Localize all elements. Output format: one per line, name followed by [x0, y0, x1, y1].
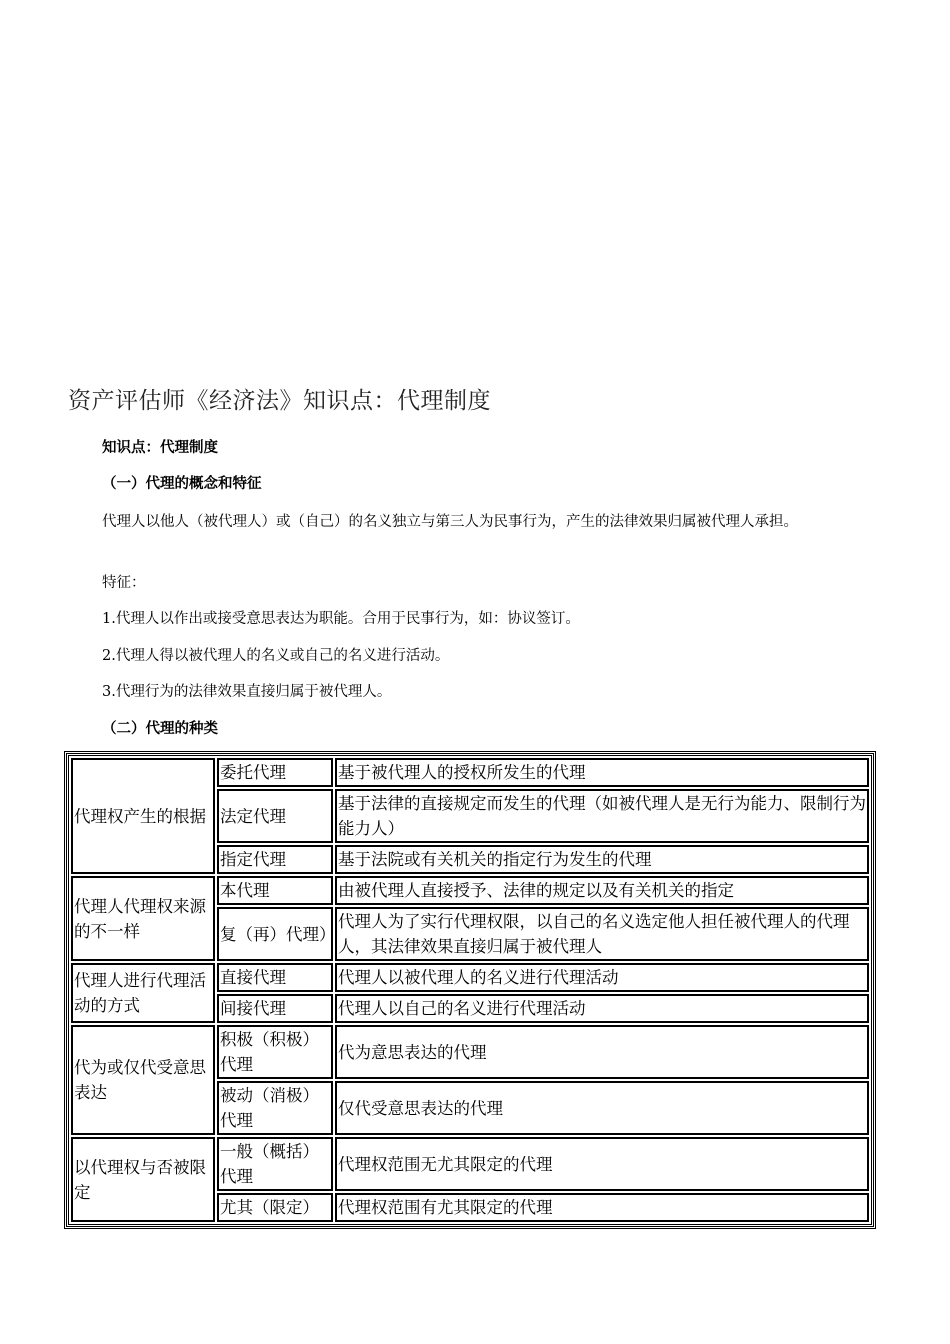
- type-cell: 被动（消极）代理: [217, 1081, 333, 1135]
- description-cell: 代理人为了实行代理权限，以自己的名义选定他人担任被代理人的代理人，其法律效果直接归属于被代理人: [335, 907, 869, 961]
- section-heading-kinds: （二）代理的种类: [102, 721, 218, 737]
- page-title: 资产评估师《经济法》知识点：代理制度: [68, 388, 491, 414]
- category-cell: 代为或仅代受意思表达: [71, 1025, 215, 1135]
- description-cell: 代为意思表达的代理: [335, 1025, 869, 1079]
- description-cell: 代理权范围无尤其限定的代理: [335, 1137, 869, 1191]
- table-row: [71, 1025, 869, 1079]
- table-row: [71, 1137, 869, 1191]
- section-heading-concept: （一）代理的概念和特征: [102, 476, 262, 492]
- type-cell: 指定代理: [217, 845, 333, 874]
- type-cell: 尤其（限定）: [217, 1193, 333, 1222]
- description-cell: 基于法律的直接规定而发生的代理（如被代理人是无行为能力、限制行为能力人）: [335, 789, 869, 843]
- description-cell: 仅代受意思表达的代理: [335, 1081, 869, 1135]
- feature-item-3: 3.代理行为的法律效果直接归属于被代理人。: [102, 684, 392, 700]
- feature-item-1: 1.代理人以作出或接受意思表达为职能。合用于民事行为，如：协议签订。: [102, 611, 580, 627]
- description-cell: 代理权范围有尤其限定的代理: [335, 1193, 869, 1222]
- type-cell: 本代理: [217, 876, 333, 905]
- definition-paragraph: 代理人以他人（被代理人）或（自己）的名义独立与第三人为民事行为，产生的法律效果归属被代理人承担。: [102, 514, 798, 530]
- category-cell: 代理人代理权来源的不一样: [71, 876, 215, 961]
- type-cell: 委托代理: [217, 758, 333, 787]
- type-cell: 间接代理: [217, 994, 333, 1023]
- feature-item-2: 2.代理人得以被代理人的名义或自己的名义进行活动。: [102, 648, 450, 664]
- type-cell: 一般（概括）代理: [217, 1137, 333, 1191]
- description-cell: 代理人以自己的名义进行代理活动: [335, 994, 869, 1023]
- type-cell: 法定代理: [217, 789, 333, 843]
- description-cell: 代理人以被代理人的名义进行代理活动: [335, 963, 869, 992]
- description-cell: 基于被代理人的授权所发生的代理: [335, 758, 869, 787]
- category-cell: 代理人进行代理活动的方式: [71, 963, 215, 1023]
- knowledge-heading: 知识点：代理制度: [102, 440, 218, 456]
- table-row: [71, 963, 869, 992]
- description-cell: 由被代理人直接授予、法律的规定以及有关机关的指定: [335, 876, 869, 905]
- description-cell: 基于法院或有关机关的指定行为发生的代理: [335, 845, 869, 874]
- agency-kinds-table: [66, 753, 874, 1227]
- type-cell: 积极（积极）代理: [217, 1025, 333, 1079]
- features-label: 特征：: [102, 575, 146, 591]
- type-cell: 复（再）代理）: [217, 907, 333, 961]
- table-row: [71, 758, 869, 787]
- category-cell: 以代理权与否被限定: [71, 1137, 215, 1222]
- table-row: [71, 876, 869, 905]
- type-cell: 直接代理: [217, 963, 333, 992]
- category-cell: 代理权产生的根据: [71, 758, 215, 874]
